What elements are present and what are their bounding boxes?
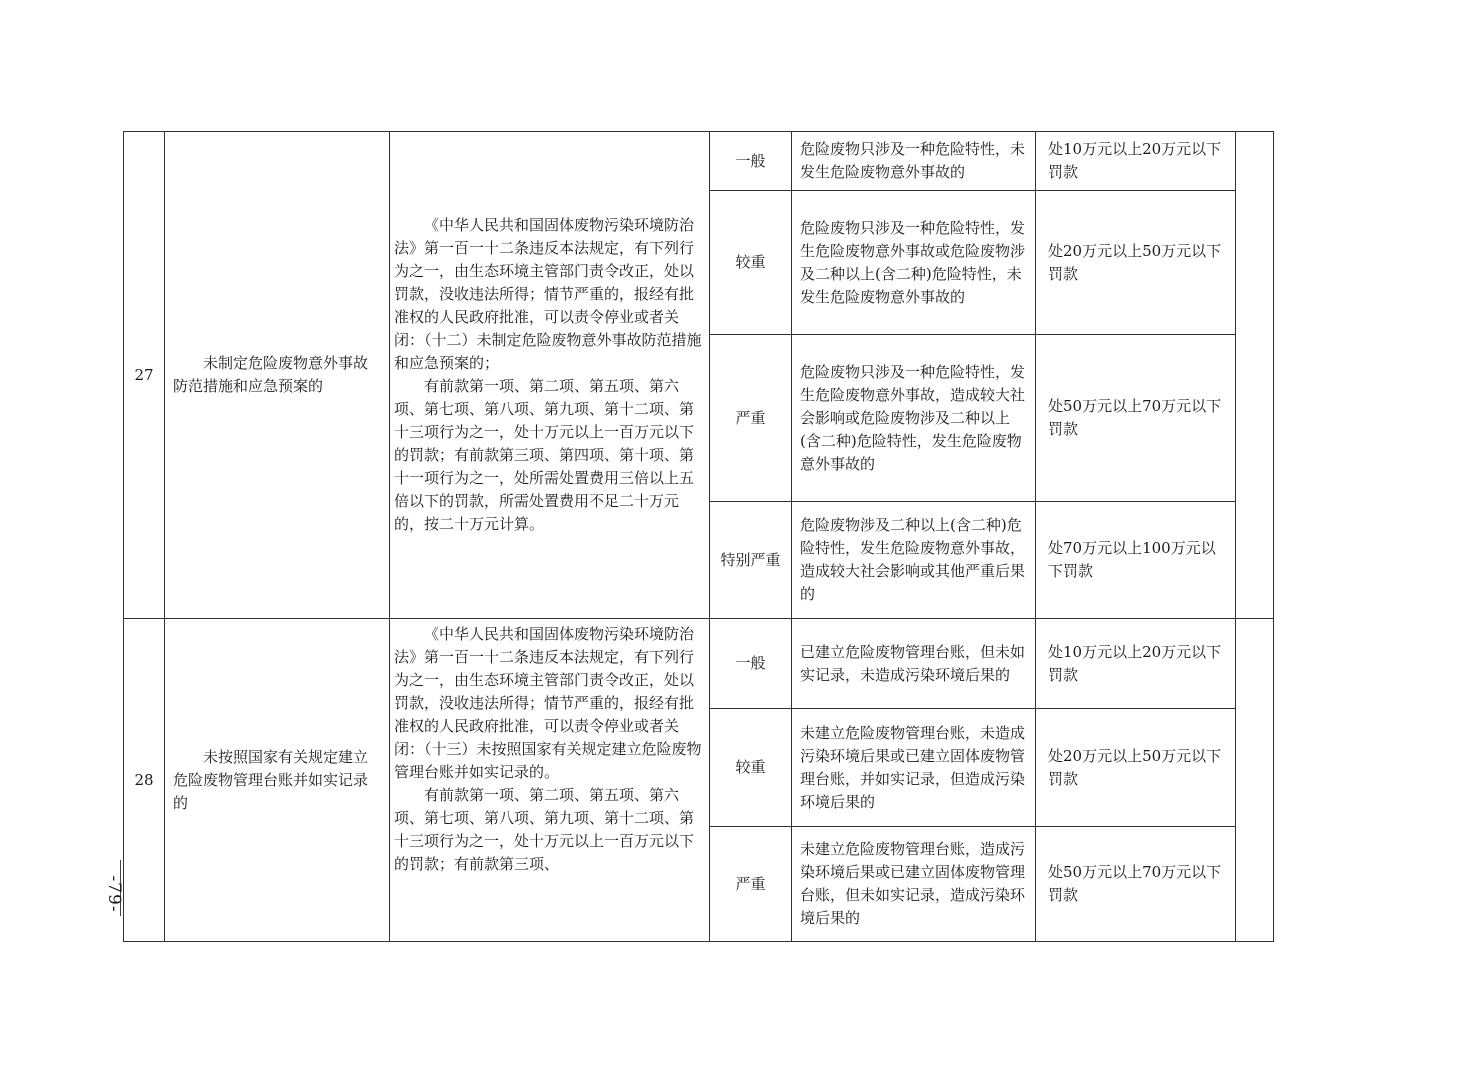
penalty-standard: 处10万元以上20万元以下罚款: [1036, 132, 1236, 191]
legal-basis-paragraph: 《中华人民共和国固体废物污染环境防治法》第一百一十二条违反本法规定，有下列行为之一，由生态环境主管部门责令改正，处以罚款，没收违法所得；情节严重的，报经有批准权的人民政府批准，可以责令停业或者关闭：（十三）未按照国家有关规定建立危险废物管理台账并如实记录的。: [394, 625, 702, 781]
legal-basis-paragraph: 《中华人民共和国固体废物污染环境防治法》第一百一十二条违反本法规定，有下列行为之一，由生态环境主管部门责令改正，处以罚款，没收违法所得；情节严重的，报经有批准权的人民政府批准，可以责令停业或者关闭：（十二）未制定危险废物意外事故防范措施和应急预案的；: [394, 216, 702, 372]
table-row-28: [124, 619, 1274, 709]
remarks-cell: [1236, 132, 1274, 619]
penalty-standard: 处20万元以上50万元以下罚款: [1036, 191, 1236, 335]
circumstance-description: 危险废物只涉及一种危险特性，未发生危险废物意外事故的: [792, 132, 1036, 191]
circumstance-description: 未建立危险废物管理台账，未造成污染环境后果或已建立固体废物管理台账，并如实记录，但造成污染环境后果的: [792, 709, 1036, 827]
penalty-standard: 处20万元以上50万元以下罚款: [1036, 709, 1236, 827]
row-number: 27: [124, 132, 165, 619]
legal-basis-paragraph: 有前款第一项、第二项、第五项、第六项、第七项、第八项、第九项、第十二项、第十三项行为之一，处十万元以上一百万元以下的罚款；有前款第三项、: [394, 786, 695, 873]
severity-level: 一般: [710, 619, 792, 709]
remarks-cell: [1236, 619, 1274, 942]
circumstance-description: 危险废物只涉及一种危险特性，发生危险废物意外事故或危险废物涉及二种以上(含二种)危险特性，未发生危险废物意外事故的: [792, 191, 1036, 335]
circumstance-description: 危险废物涉及二种以上(含二种)危险特性，发生危险废物意外事故，造成较大社会影响或其他严重后果的: [792, 502, 1036, 619]
circumstance-description: 未建立危险废物管理台账，造成污染环境后果或已建立固体废物管理台账，但未如实记录，造成污染环境后果的: [792, 827, 1036, 942]
violation-cell: [165, 132, 390, 619]
legal-basis-paragraph: 有前款第一项、第二项、第五项、第六项、第七项、第八项、第九项、第十二项、第十三项行为之一，处十万元以上一百万元以下的罚款；有前款第三项、第四项、第十项、第十一项行为之一，处所需处置费用三倍以上五倍以下的罚款，所需处置费用不足二十万元的，按二十万元计算。: [394, 377, 695, 533]
severity-level: 严重: [710, 827, 792, 942]
legal-basis-cell: [390, 132, 710, 619]
severity-level: 一般: [710, 132, 792, 191]
penalty-standard: 处50万元以上70万元以下罚款: [1036, 827, 1236, 942]
penalty-discretion-table: [123, 131, 1274, 942]
violation-text: 未按照国家有关规定建立危险废物管理台账并如实记录的: [173, 747, 369, 812]
table-row-27: [124, 132, 1274, 191]
severity-level: 较重: [710, 191, 792, 335]
circumstance-description: 已建立危险废物管理台账，但未如实记录，未造成污染环境后果的: [792, 619, 1036, 709]
severity-level: 严重: [710, 335, 792, 502]
violation-text: 未制定危险废物意外事故防范措施和应急预案的: [173, 354, 369, 395]
legal-basis-cell: [390, 619, 710, 942]
penalty-standard: 处70万元以上100万元以下罚款: [1036, 502, 1236, 619]
severity-level: 较重: [710, 709, 792, 827]
page-number: -79-: [104, 875, 124, 913]
penalty-standard: 处50万元以上70万元以下罚款: [1036, 335, 1236, 502]
circumstance-description: 危险废物只涉及一种危险特性，发生危险废物意外事故，造成较大社会影响或危险废物涉及二种以上(含二种)危险特性，发生危险废物意外事故的: [792, 335, 1036, 502]
violation-cell: [165, 619, 390, 942]
row-number: 28: [124, 619, 165, 942]
severity-level: 特别严重: [710, 502, 792, 619]
penalty-standard: 处10万元以上20万元以下罚款: [1036, 619, 1236, 709]
